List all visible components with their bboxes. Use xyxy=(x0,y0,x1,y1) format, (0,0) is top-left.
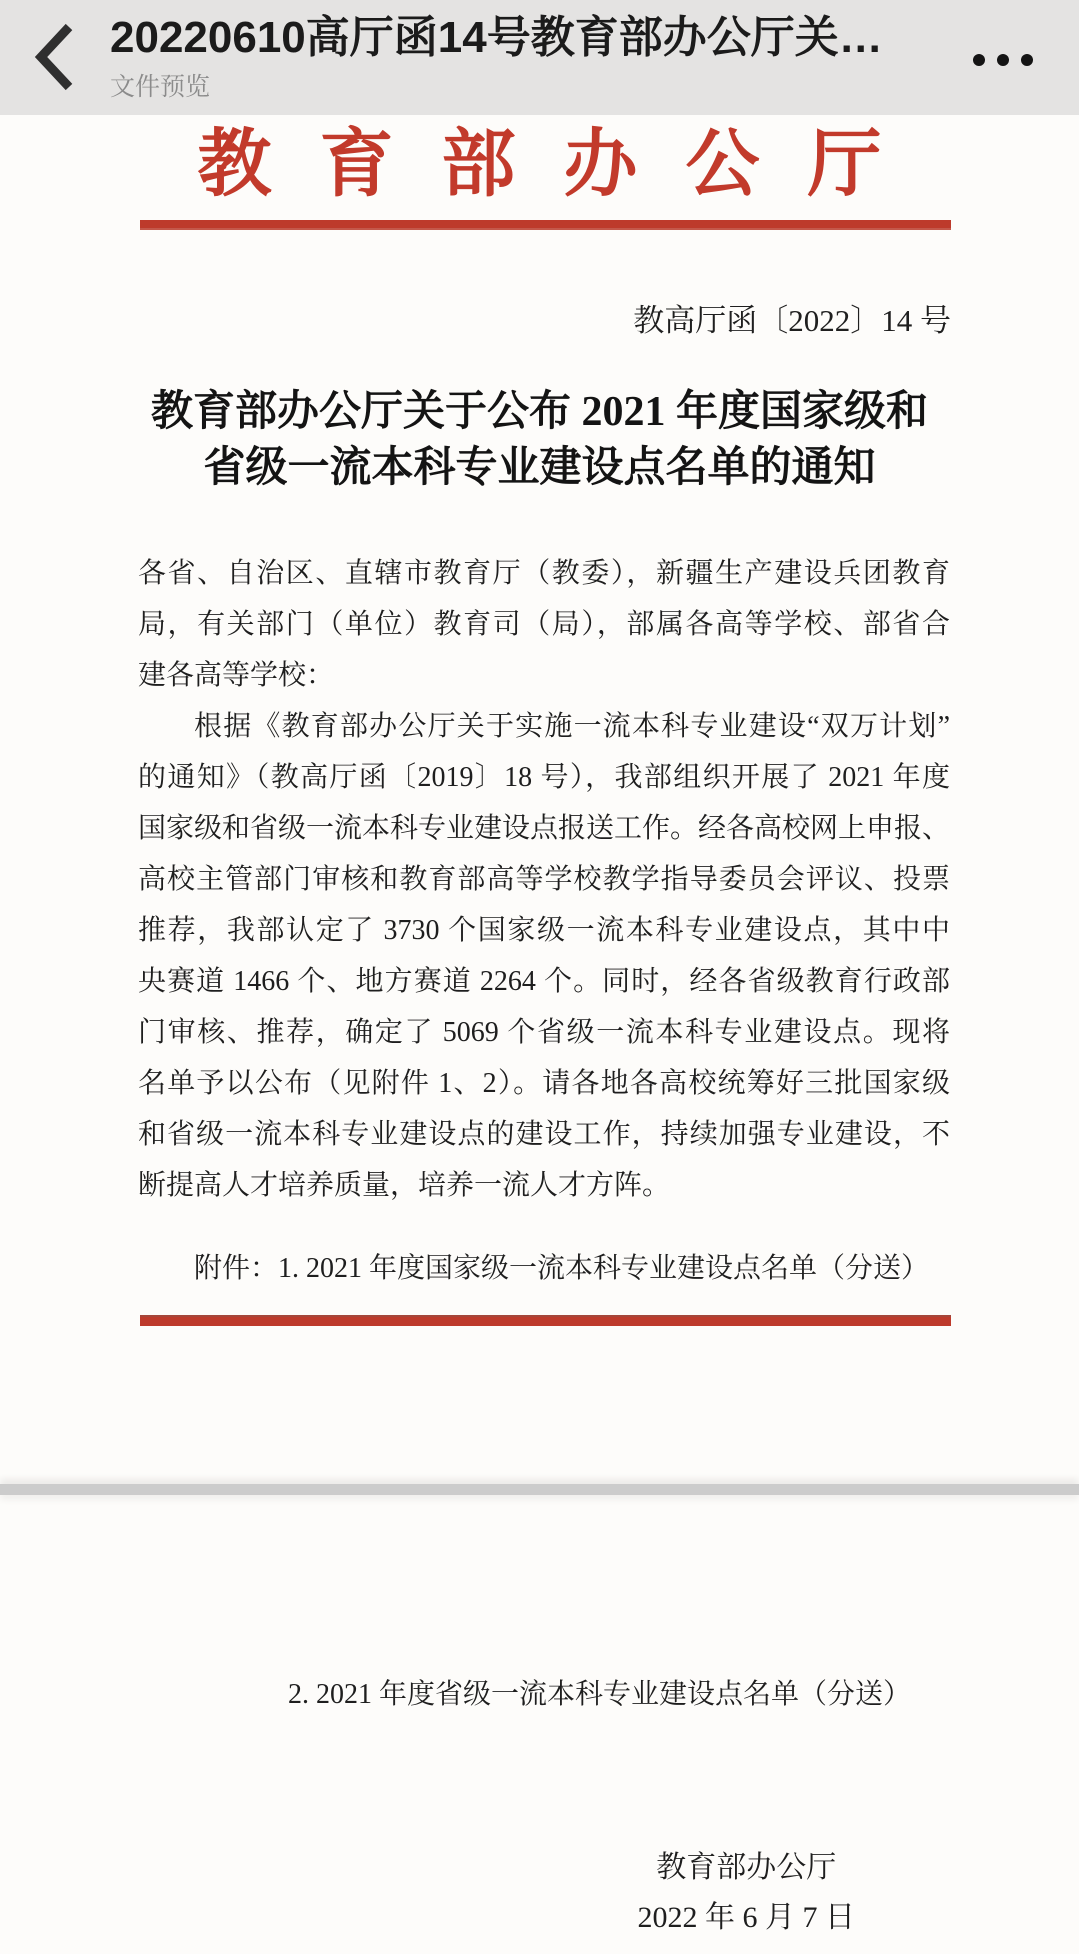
chevron-left-icon xyxy=(33,21,75,93)
body-line: 国家级和省级一流本科专业建设点报送工作。经各高校网上申报、 xyxy=(138,813,950,844)
page-break-divider xyxy=(0,1484,1079,1495)
signature-inner xyxy=(638,1849,856,1937)
red-rule-bottom xyxy=(140,1315,951,1326)
attachment-line-2: 2. 2021 年度省级一流本科专业建设点名单（分送） xyxy=(288,1679,912,1710)
body-line: 断提高人才培养质量，培养一流人才方阵。 xyxy=(138,1170,671,1201)
body-line: 建各高等学校： xyxy=(138,660,335,691)
document-page-2 xyxy=(0,1495,1079,1954)
body-line: 局，有关部门（单位）教育司（局），部属各高等学校、部省合 xyxy=(138,609,950,640)
ellipsis-icon xyxy=(997,54,1009,66)
agency-letterhead: 教育部办公厅 xyxy=(197,124,930,206)
attachment-line-1: 附件：1. 2021 年度国家级一流本科专业建设点名单（分送） xyxy=(194,1253,930,1284)
body-line: 推荐，我部认定了 3730 个国家级一流本科专业建设点，其中中 xyxy=(138,915,950,946)
more-menu-button[interactable] xyxy=(963,36,1043,84)
body-line: 名单予以公布（见附件 1、2）。请各地各高校统筹好三批国家级 xyxy=(138,1068,950,1099)
signature-block xyxy=(0,1849,1079,1937)
navbar xyxy=(0,0,1079,115)
red-rule-top xyxy=(140,220,951,230)
body-line: 门审核、推荐，确定了 5069 个省级一流本科专业建设点。现将 xyxy=(138,1017,950,1048)
document-title xyxy=(0,384,1079,496)
file-name-title: 20220610高厅函14号教育部办公厅关… xyxy=(110,13,883,62)
body-line: 央赛道 1466 个、地方赛道 2264 个。同时，经各省级教育行政部 xyxy=(138,966,950,997)
body-line: 的通知》（教高厅函〔2019〕18 号），我部组织开展了 2021 年度 xyxy=(138,762,950,793)
ellipsis-icon xyxy=(973,54,985,66)
signature-agency: 教育部办公厅 xyxy=(656,1851,837,1884)
body-line: 高校主管部门审核和教育部高等学校教学指导委员会评议、投票 xyxy=(138,864,950,895)
document-title-line-2: 省级一流本科专业建设点名单的通知 xyxy=(203,445,876,491)
file-preview-label: 文件预览 xyxy=(110,73,211,101)
back-button[interactable] xyxy=(22,18,86,96)
body-line: 各省、自治区、直辖市教育厅（教委），新疆生产建设兵团教育 xyxy=(138,558,950,589)
body-line: 根据《教育部办公厅关于实施一流本科专业建设“双万计划” xyxy=(194,711,950,742)
document-page-1 xyxy=(0,115,1079,1484)
body-line: 和省级一流本科专业建设点的建设工作，持续加强专业建设，不 xyxy=(138,1119,950,1150)
document-number: 教高厅函〔2022〕14 号 xyxy=(633,303,951,338)
ellipsis-icon xyxy=(1021,54,1033,66)
signature-date: 2022 年 6 月 7 日 xyxy=(637,1901,855,1934)
document-title-line-1: 教育部办公厅关于公布 2021 年度国家级和 xyxy=(150,389,928,435)
navbar-titles xyxy=(110,10,910,102)
document-body xyxy=(138,548,950,1211)
